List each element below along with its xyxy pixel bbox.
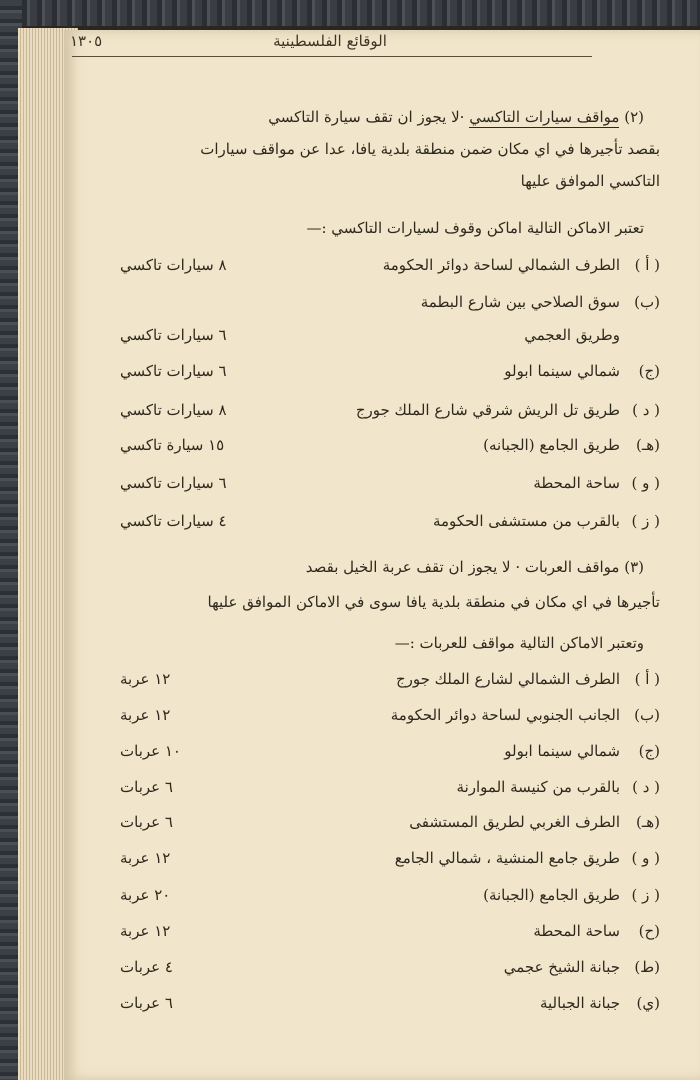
section2-line3: التاكسي الموافق عليها — [520, 172, 660, 190]
item-label: (ي) — [636, 994, 660, 1012]
page-number: ١٣٠٥ — [70, 32, 103, 50]
item-text: بالقرب من كنيسة الموارنة — [456, 778, 620, 796]
section3-line2: تأجيرها في اي مكان في منطقة بلدية يافا سوى في الاماكن الموافق عليها — [207, 593, 660, 611]
item-label: ( أ ) — [634, 670, 660, 688]
running-header — [70, 32, 590, 56]
item-quantity: ٦ عربات — [120, 778, 173, 796]
item-quantity: ١٢ عربة — [120, 922, 171, 940]
section2-number: (٢) — [624, 108, 644, 126]
item-label: (هـ) — [635, 436, 660, 454]
item-text: سوق الصلاحي بين شارع البطمة — [420, 293, 620, 311]
book-binding-top — [0, 0, 700, 26]
section2-intro: تعتبر الاماكن التالية اماكن وقوف لسيارات التاكسي :— — [306, 219, 644, 237]
item-quantity: ٤ عربات — [120, 958, 173, 976]
item-text: ساحة المحطة — [533, 474, 620, 492]
item-label: (ج) — [638, 742, 660, 760]
item-quantity: ٤ سيارات تاكسي — [120, 512, 227, 530]
journal-title: الوقائع الفلسطينية — [273, 32, 387, 50]
item-label: ( ز ) — [631, 512, 660, 530]
item-quantity: ١٢ عربة — [120, 706, 171, 724]
item-label: (ب) — [634, 706, 660, 724]
item-text: الطرف الشمالي لساحة دوائر الحكومة — [382, 256, 620, 274]
item-label: (ج) — [638, 362, 660, 380]
item-text: الجانب الجنوبي لساحة دوائر الحكومة — [390, 706, 620, 724]
item-text: الطرف الغربي لطريق المستشفى — [409, 813, 620, 831]
item-quantity: ٢٠ عربة — [120, 886, 171, 904]
item-label: ( و ) — [631, 474, 660, 492]
section2-line1-rest: ·لا يجوز ان تقف سيارة التاكسي — [268, 108, 465, 126]
item-quantity: ٦ سيارات تاكسي — [120, 362, 227, 380]
item-quantity: ٦ سيارات تاكسي — [120, 474, 227, 492]
item-quantity: ٨ سيارات تاكسي — [120, 256, 227, 274]
item-quantity: ١٠ عربات — [120, 742, 181, 760]
item-text: ساحة المحطة — [533, 922, 620, 940]
item-label: (ح) — [638, 922, 660, 940]
item-label: ( د ) — [632, 401, 660, 419]
item-label: (ب) — [634, 293, 660, 311]
item-label: ( د ) — [632, 778, 660, 796]
item-label: ( أ ) — [634, 256, 660, 274]
item-text: شمالي سينما ابولو — [504, 742, 620, 760]
item-text: جبانة الجبالية — [539, 994, 620, 1012]
item-quantity: ١٥ سيارة تاكسي — [120, 436, 225, 454]
item-quantity: ١٢ عربة — [120, 670, 171, 688]
item-quantity: ٦ عربات — [120, 994, 173, 1012]
item-quantity: ٦ عربات — [120, 813, 173, 831]
item-text: الطرف الشمالي لشارع الملك جورج — [395, 670, 620, 688]
item-text: طريق تل الريش شرقي شارع الملك جورج — [355, 401, 620, 419]
item-label: ( ز ) — [631, 886, 660, 904]
section3-intro: وتعتبر الاماكن التالية مواقف للعربات :— — [394, 634, 644, 652]
item-quantity: ٨ سيارات تاكسي — [120, 401, 227, 419]
item-label: (هـ) — [635, 813, 660, 831]
item-text: وطريق العجمي — [524, 326, 620, 344]
item-text: شمالي سينما ابولو — [504, 362, 620, 380]
item-text: بالقرب من مستشفى الحكومة — [432, 512, 620, 530]
section2-line2: بقصد تأجيرها في اي مكان ضمن منطقة بلدية يافا، عدا عن مواقف سيارات — [200, 140, 660, 158]
item-quantity: ٦ سيارات تاكسي — [120, 326, 227, 344]
section2-heading: مواقف سيارات التاكسي — [469, 108, 620, 126]
section2-line1 — [268, 108, 644, 126]
item-text: طريق جامع المنشية ، شمالي الجامع — [394, 849, 620, 867]
item-text: طريق الجامع (الجبانه) — [483, 436, 620, 454]
item-label: ( و ) — [631, 849, 660, 867]
header-rule — [72, 56, 592, 57]
item-label: (ط) — [634, 958, 660, 976]
item-quantity: ١٢ عربة — [120, 849, 171, 867]
item-text: طريق الجامع (الجبانة) — [483, 886, 620, 904]
section3-line1: (٣) مواقف العربات · لا يجوز ان تقف عربة الخيل بقصد — [305, 558, 644, 576]
item-text: جبانة الشيخ عجمي — [503, 958, 620, 976]
